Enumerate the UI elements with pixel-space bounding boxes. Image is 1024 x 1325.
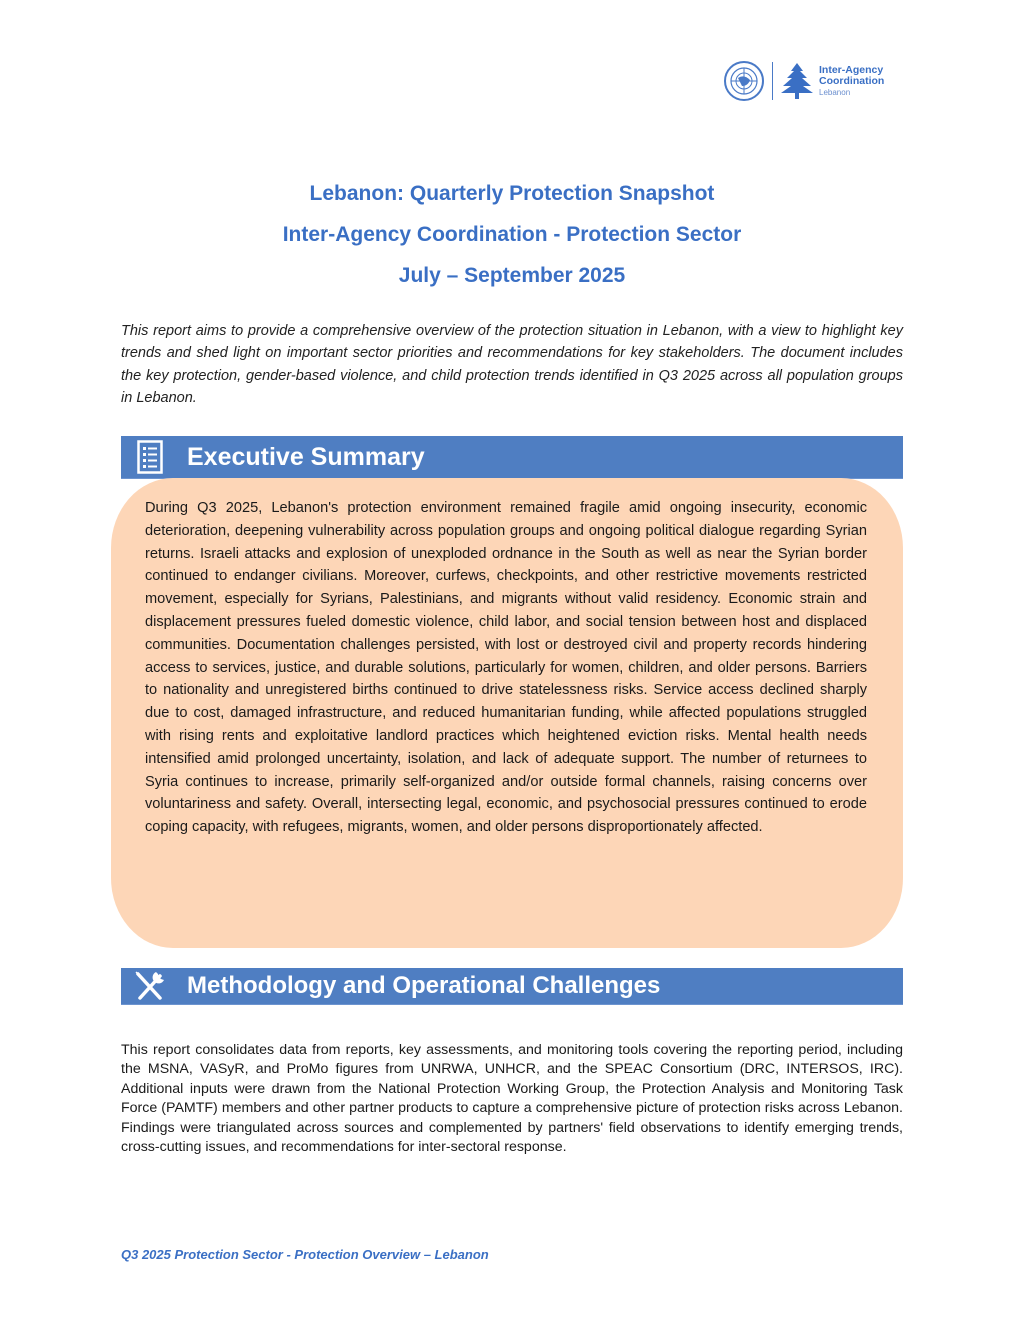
document-period: July – September 2025 bbox=[398, 264, 626, 287]
un-emblem-icon bbox=[723, 60, 765, 102]
logo-line-3: Lebanon bbox=[819, 87, 851, 97]
intro-paragraph: This report aims to provide a comprehensive overview of the protection situation in Lebanon, with a view to highlight key trends and shed light on important sector priorities and recommendations for key stakeholders. The document includes the key protection, gender-based violence, and child protection trends identified in Q3 2025 across all population groups in Lebanon. bbox=[121, 323, 903, 406]
page-footer: Q3 2025 Protection Sector - Protection Overview – Lebanon bbox=[121, 1247, 489, 1262]
logo-line-2: Coordination bbox=[819, 74, 885, 87]
tools-icon bbox=[134, 968, 166, 1004]
methodology-text: This report consolidates data from reports, key assessments, and monitoring tools covering the reporting period, including the MSNA, VASyR, and ProMo figures from UNRWA, UNHCR, and the SPEAC Consortium (DRC, INTERSOS, IRC). Additional inputs were drawn from the National Protection Working Group, the Protection Analysis and Monitoring Task Force (PAMTF) members and other partner products to capture a comprehensive picture of protection risks across Lebanon. Findings were triangulated across sources and complemented by partners' field observations to identify emerging trends, cross-cutting issues, and recommendations for inter-sectoral response. bbox=[121, 1042, 903, 1156]
checklist-icon bbox=[134, 439, 166, 475]
section-header-executive-summary bbox=[121, 436, 903, 479]
cedar-tree-icon bbox=[779, 61, 815, 101]
executive-summary-text: During Q3 2025, Lebanon's protection environment remained fragile amid ongoing insecurity, economic deterioration, deepening vulnerability across population groups and ongoing political dialogue regarding Syrian returns. Israeli attacks and explosion of unexploded ordnance in the South as well as near the Syrian border continued to endanger civilians. Moreover, curfews, checkpoints, and other restrictive movements restricted movement, especially for Syrians, Palestinians, and migrants without valid residency. Economic strain and displacement pressures fueled domestic violence, child labor, and social tension between host and displaced communities. Documentation challenges persisted, with lost or destroyed civil and property records hindering access to services, justice, and durable solutions, particularly for women, children, and older persons. Barriers to nationality and unregistered births continued to drive statelessness risks. Service access declined sharply due to cost, damaged infrastructure, and reduced humanitarian funding, while affected populations struggled with rising rents and exploitative landlord practices which heightened eviction risks. Mental health needs intensified amid prolonged uncertainty, isolation, and lack of adequate support. The number of returnees to Syria continues to increase, primarily self-organized and/or outside formal channels, raising concerns over voluntariness and safety. Overall, intersecting legal, economic, and psychosocial pressures continued to erode coping capacity, with refugees, migrants, women, and older persons disproportionately affected. bbox=[145, 500, 867, 836]
logo-text bbox=[819, 65, 884, 98]
section-title: Executive Summary bbox=[187, 442, 425, 471]
document-title: Lebanon: Quarterly Protection Snapshot bbox=[309, 182, 715, 205]
logo-line-1: Inter-Agency bbox=[819, 63, 884, 76]
document-subtitle: Inter-Agency Coordination - Protection Sector bbox=[282, 223, 742, 246]
inter-agency-logo bbox=[723, 60, 884, 102]
document-titles bbox=[0, 180, 1024, 303]
logo-divider bbox=[772, 62, 773, 100]
section-title: Methodology and Operational Challenges bbox=[187, 972, 661, 999]
section-header-methodology bbox=[121, 968, 903, 1005]
